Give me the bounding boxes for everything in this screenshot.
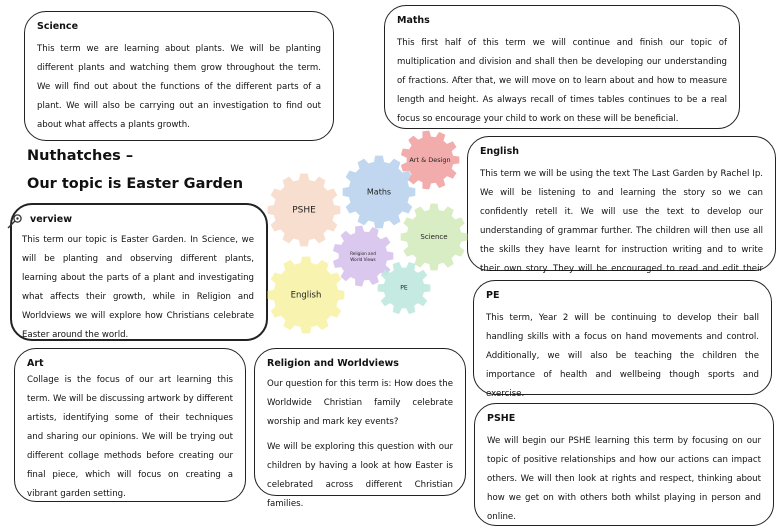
religion-text-1: Our question for this term is: How does the Worldwide Christian family celebrate worship and mark key events? [267,379,453,427]
overview-text: This term our topic is Easter Garden. In Science, we will be planting and observing different plants, learning about the parts of a plant and investigating what affects their growth, while in Religion and Worldviews we will explore how Christians celebrate Easter around the world. [22,235,254,340]
gear-maths-label: Maths [366,187,392,197]
gear-english [268,257,344,333]
science-text: This term we are learning about plants. We will be planting different plants and watching them grow throughout the term. We will find out about the functions of the different parts of a plant. We will also be carrying out an investigation to find out about what affects a plants growth. [37,44,321,130]
science-box [24,11,334,141]
english-text: This term we will be using the text The Last Garden by Rachel Ip. We will be listening to and learning the story so we can confidently retell it. We will use the text to develop our understanding of grammar further. The children will then use all the skills they have learnt for instruction writing and to write their own story. They will be encouraged to read and edit their [480,169,763,274]
religion-text-2: We will be exploring this question with our children by having a look at how Easter is celebrated across different Christian families. [267,442,453,509]
english-box [467,136,776,274]
gear-science-label: Science [420,233,448,241]
pe-text: This term, Year 2 will be continuing to develop their ball handling skills with a focus on hand movements and control. Additionally, we will also be teaching the children the importance of health and wellbeing though sports and exercise. [486,313,759,399]
page-title: Nuthatches – [27,148,134,164]
maths-text: This first half of this term we will continue and finish our topic of multiplication and division and shall then be developing our understanding of fractions. After that, we will move on to learn about and how to measure length and height. As always recall of times tables continues to be a real focus so encourage your child to work on these will be beneficial. [397,38,727,124]
art-box [14,348,246,502]
pshe-text: We will begin our PSHE learning this term by focusing on our topic of positive relationships and how our actions can impact others. We will then look at rights and respect, thinking about how we get on with others both whilst playing in person and online. [487,436,761,522]
religion-box [254,348,466,509]
science-heading: Science [37,21,79,32]
religion-heading: Religion and Worldviews [267,358,399,369]
gear-art-design-label: Art & Design [409,156,451,164]
gear-pe-label: PE [400,284,408,292]
gear-religion-label-1: Religion and [350,251,376,256]
pshe-heading: PSHE [487,413,516,424]
gear-pshe-label: PSHE [292,205,316,216]
art-text: Collage is the focus of our art learning this term. We will be discussing artwork by different artists, identifying some of their techniques and sharing our opinions. We will be trying out different collage methods before creating our final piece, which will focus on creating a vibrant garden setting. [27,375,233,499]
art-heading: Art [27,358,44,369]
page-subtitle: Our topic is Easter Garden [27,176,244,192]
pin-icon [6,212,24,230]
pe-heading: PE [486,290,500,301]
gear-religion-label-2: World Views [350,257,376,262]
english-heading: English [480,146,519,157]
gear-science [401,204,467,270]
gear-pshe [268,174,340,246]
overview-heading: verview [30,214,72,225]
maths-heading: Maths [397,15,430,26]
pe-box [473,280,772,399]
pshe-box [474,403,774,526]
gear-english-label: English [290,290,322,301]
maths-box [384,5,740,129]
overview-box [10,203,268,341]
gear-art-design [401,131,458,189]
subject-gears-diagram [262,128,468,340]
